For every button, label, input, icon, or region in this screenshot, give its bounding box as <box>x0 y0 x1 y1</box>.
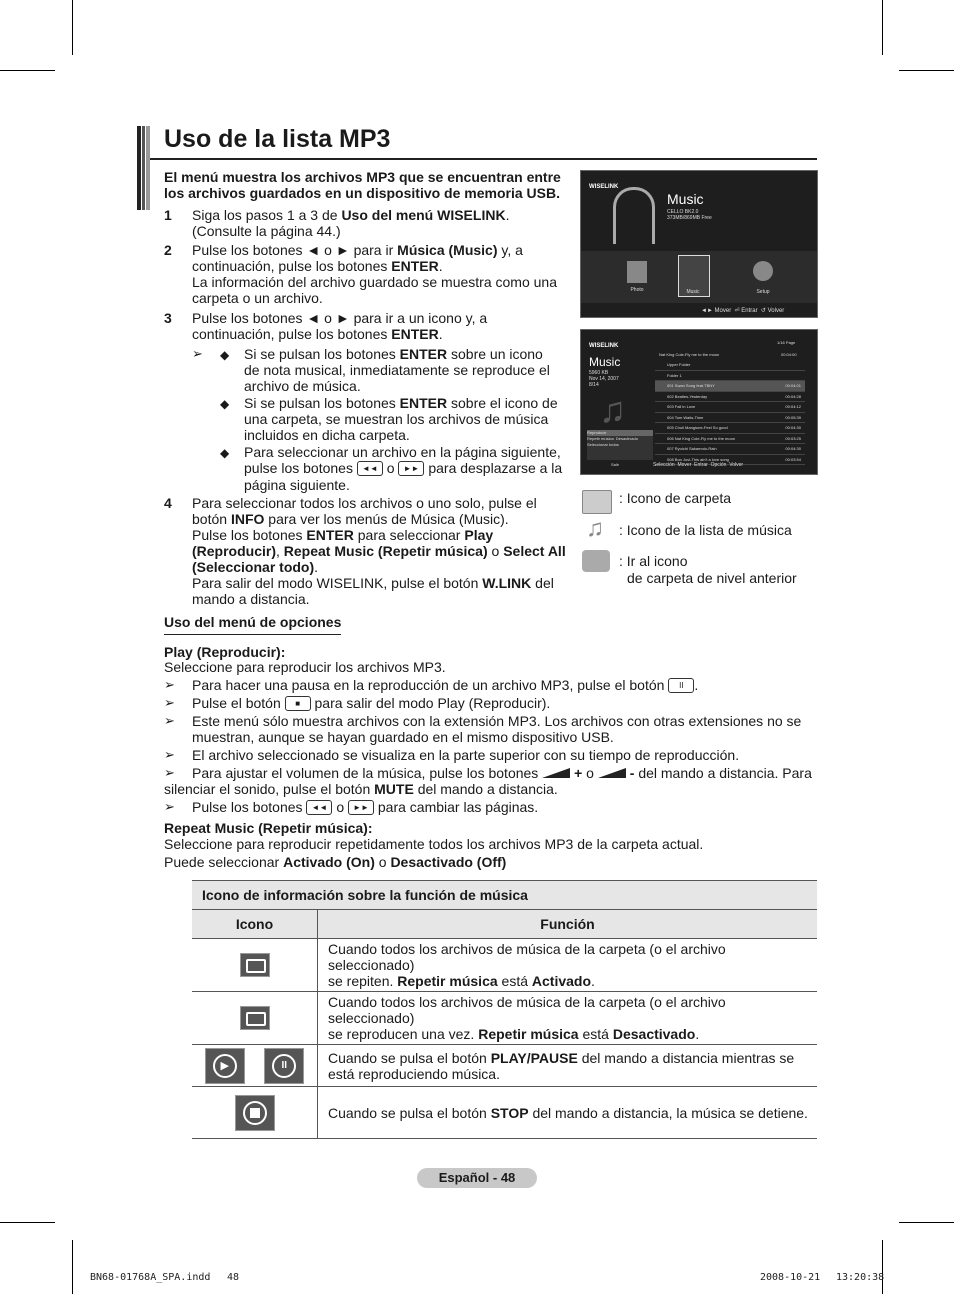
list-item-time: 00:04:28 <box>785 393 801 399</box>
list-item[interactable] <box>655 434 805 445</box>
wiselink-logo: WISELINK <box>589 343 619 349</box>
photo-icon[interactable] <box>627 261 647 283</box>
note-pause: Para hacer una pausa en la reproducción de un archivo MP3, pulse el botón II . <box>192 677 699 693</box>
note-volume-2: silenciar el sonido, pulse el botón MUTE del mando a distancia. <box>164 781 558 797</box>
note-arrow-icon: ➢ <box>164 677 175 692</box>
crop-mark <box>899 70 954 71</box>
table-row: Cuando se pulsa el botón PLAY/PAUSE del mando a distancia mientras se está reproduciendo música. <box>318 1045 818 1087</box>
repeat-options: Puede seleccionar Activado (On) o Desactivado (Off) <box>164 854 507 870</box>
options-heading: Uso del menú de opciones <box>164 614 341 635</box>
table-row: Cuando todos los archivos de música de la carpeta (o el archivo seleccionado) se repiten. Repetir música está Activado. <box>318 939 818 992</box>
list-item-time: 00:04:30 <box>785 446 801 451</box>
step-2-text: Pulse los botones ◄ o ► para ir Música (Music) y, a continuación, pulse los botones ENTER. La información del archivo guardado se muestra como una carpeta o un archivo. <box>192 242 557 306</box>
play-heading: Play (Reproducir): <box>164 644 286 660</box>
list-item[interactable] <box>655 371 805 382</box>
step-number: 2 <box>164 242 172 258</box>
note-arrow-icon: ➢ <box>164 799 175 814</box>
step-4-text: Para seleccionar todos los archivos o uno solo, pulse el botón INFO para ver los menús de Música (Music). Pulse los botones ENTER para seleccionar Play (Reproducir), Repeat Music (Repetir música) o Select All (Seleccionar todo). Para salir del modo WISELINK, pulse el botón W.LINK del mando a distancia. <box>192 495 566 607</box>
table-row: Cuando todos los archivos de música de la carpeta (o el archivo seleccionado) se reproducen una vez. Repetir música está Desactivado. <box>318 992 818 1045</box>
intro-text: El menú muestra los archivos MP3 que se encuentran entre los archivos guardados en un dispositivo de memoria USB. <box>164 169 561 201</box>
list-item-time: 00:03:25 <box>785 435 801 441</box>
note-pages: Pulse los botones ◄◄ o ►► para cambiar las páginas. <box>192 799 539 815</box>
step-1-text: Siga los pasos 1 a 3 de Uso del menú WISELINK. (Consulte la página 44.) <box>192 207 510 239</box>
list-item-name: 001 Swan Song feat.TBNY <box>667 383 715 388</box>
screen2-nav: Selección Mover Entrar Opción Volver <box>653 462 744 468</box>
screenshot-music-menu <box>580 170 818 318</box>
now-playing: Nat King Cole-Fly me to the moon <box>659 352 720 357</box>
step-3-note-1: Si se pulsan los botones ENTER sobre un icono de nota musical, inmediatamente se reproduce el archivo de música. <box>244 346 550 394</box>
play-desc: Seleccione para reproducir los archivos MP3. <box>164 659 446 675</box>
screen1-heading: Music <box>667 191 704 207</box>
music-label: Music <box>686 289 700 295</box>
header-bar <box>137 126 150 210</box>
setup-label: Setup <box>756 289 770 295</box>
setup-icon[interactable] <box>753 261 773 281</box>
pause-icon: II <box>264 1048 304 1084</box>
bullet-icon: ◆ <box>220 397 230 411</box>
rewind-button-icon: ◄◄ <box>357 461 383 476</box>
list-item-name: 003 Fall in Love <box>667 404 696 409</box>
step-number: 4 <box>164 495 172 511</box>
exit-label: Salir <box>611 462 620 467</box>
list-item-name: 006 Nat King Cole-Fly me to the moon <box>667 435 736 441</box>
bullet-icon: ◆ <box>220 446 230 460</box>
rewind-button-icon: ◄◄ <box>306 800 332 815</box>
footer-file-page: 48 <box>227 1272 240 1283</box>
list-item-name: 008 Bon Jovi-This ain't a love song <box>667 456 729 462</box>
list-item-time: 00:04:01 <box>785 383 801 388</box>
footer-time: 13:20:38 <box>836 1272 885 1283</box>
footer-file: BN68-01768A_SPA.indd <box>90 1272 211 1283</box>
volume-up-icon <box>542 768 570 778</box>
table-row: Cuando se pulsa el botón STOP del mando a distancia, la música se detiene. <box>318 1087 818 1139</box>
list-item[interactable] <box>655 381 805 392</box>
screen2-heading: Music <box>589 355 621 369</box>
note-arrow-icon: ➢ <box>164 765 175 780</box>
bullet-icon: ◆ <box>220 348 230 362</box>
music-note-icon: ♫ <box>599 389 626 430</box>
stop-icon <box>235 1095 275 1131</box>
page-indicator: 1/16 Page <box>777 340 796 345</box>
screen1-nav: ◄► Mover ⏎ Entrar ↺ Volver <box>701 308 785 314</box>
note-extension: Este menú sólo muestra archivos con la extensión MP3. Los archivos con otras extensiones no se muestran, aunque se hayan guardado en el mismo dispositivo USB. <box>192 713 802 745</box>
list-item-name: 007 Ryuichi Sakamoto-Rain <box>667 446 717 451</box>
list-item-time: 00:05:39 <box>785 414 801 420</box>
play-icon: ▶ <box>205 1048 245 1084</box>
list-item-time: 00:04:30 <box>785 425 801 430</box>
folder-icon <box>582 490 612 514</box>
list-item[interactable] <box>655 444 805 455</box>
music-list-icon: ♫ <box>586 515 604 542</box>
device-free: 373MB/869MB Free <box>667 215 712 221</box>
list-item[interactable] <box>655 413 805 424</box>
crop-mark <box>0 70 55 71</box>
list-item-name: 005 Chuli Mangione-Feel So good <box>667 425 728 430</box>
music-info-table <box>192 880 817 1139</box>
headphones-icon <box>613 187 655 244</box>
photo-label: Photo <box>630 287 644 293</box>
now-playing-time: 00:04:00 <box>781 352 797 357</box>
list-item-time: 00:04:12 <box>785 404 801 409</box>
list-item-name: 004 Tom Waits-Time <box>667 414 704 420</box>
repeat-on-icon <box>240 953 270 977</box>
note-volume: Para ajustar el volumen de la música, pulse los botones + o - del mando a distancia. Para <box>192 765 812 781</box>
note-arrow-icon: ➢ <box>164 695 175 710</box>
note-selected: El archivo seleccionado se visualiza en la parte superior con su tiempo de reproducción. <box>192 747 740 763</box>
col-function-header: Función <box>318 910 818 939</box>
repeat-desc: Seleccione para reproducir repetidamente todos los archivos MP3 de la carpeta actual. <box>164 836 704 852</box>
note-arrow-icon: ➢ <box>164 713 175 728</box>
step-number: 1 <box>164 207 172 223</box>
list-item-name: Folder 1 <box>667 372 682 378</box>
crop-mark <box>72 1240 73 1294</box>
fast-forward-button-icon: ►► <box>348 800 374 815</box>
note-stop: Pulse el botón ■ para salir del modo Play (Reproducir). <box>192 695 551 711</box>
fast-forward-button-icon: ►► <box>398 461 424 476</box>
up-folder-icon <box>582 550 610 572</box>
note-arrow-icon: ➢ <box>164 747 175 762</box>
pause-button-icon: II <box>668 678 694 693</box>
option-menu[interactable]: Reproducir Repetir música Desactivado Seleccionar todos <box>587 430 653 460</box>
crop-mark <box>0 1222 55 1223</box>
list-item[interactable] <box>655 360 805 371</box>
device-name: CELLO BK2.0 <box>667 209 699 215</box>
title-rule <box>150 158 817 160</box>
list-item-name: 002 Beatles-Yesterday <box>667 393 708 399</box>
footer-date: 2008-10-21 <box>760 1272 821 1283</box>
page-number: Español - 48 <box>417 1168 537 1188</box>
crop-mark <box>882 0 883 55</box>
repeat-off-icon <box>240 1006 270 1030</box>
step-3-note-2: Si se pulsan los botones ENTER sobre el icono de una carpeta, se muestran los archivos de música incluidos en dicha carpeta. <box>244 395 558 443</box>
wiselink-logo: WISELINK <box>589 184 619 190</box>
note-arrow-icon: ➢ <box>192 346 203 361</box>
crop-mark <box>899 1222 954 1223</box>
repeat-heading: Repeat Music (Repetir música): <box>164 820 373 836</box>
table-caption: Icono de información sobre la función de música <box>192 881 817 910</box>
step-3-text: Pulse los botones ◄ o ► para ir a un icono y, a continuación, pulse los botones ENTER. <box>192 310 488 342</box>
col-icon-header: Icono <box>192 910 318 939</box>
screenshot-music-list <box>580 329 818 475</box>
step-3-note-3: Para seleccionar un archivo en la página siguiente, pulse los botones ◄◄ o ►► para desplazarse a la página siguiente. <box>244 444 563 493</box>
list-item-time: 00:03:54 <box>785 456 801 462</box>
page-title: Uso de la lista MP3 <box>164 125 391 153</box>
list-item[interactable] <box>655 423 805 434</box>
list-item-name: Upper Folder <box>667 362 691 367</box>
stop-button-icon: ■ <box>285 696 311 711</box>
list-item[interactable] <box>655 402 805 413</box>
crop-mark <box>72 0 73 55</box>
list-item[interactable] <box>655 392 805 403</box>
step-number: 3 <box>164 310 172 326</box>
volume-down-icon <box>598 768 626 778</box>
file-info: 5960 KB Nov 14, 2007 8/14 <box>589 370 619 388</box>
music-file-list <box>655 360 805 465</box>
